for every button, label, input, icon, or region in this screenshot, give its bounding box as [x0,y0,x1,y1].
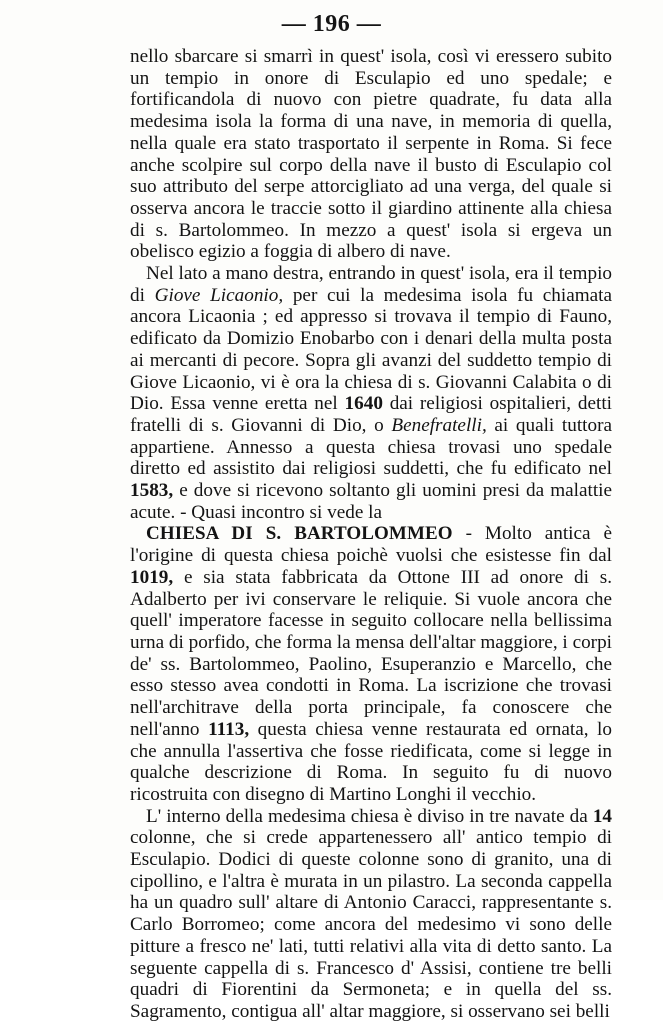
year-1583: 1583, [130,480,174,502]
p2-text-4: ai quali tuttora appartiene. Annesso a questa chiesa trovasi uno spedale diretto ed assistito dai religiosi suddetti, che fu edificato nel [130,414,612,480]
year-1019: 1019, [130,566,174,588]
paragraph-1 [130,46,612,263]
paragraph-1-text: nello sbarcare si smarrì in quest' isola, così vi eressero subito un tempio in onore di Esculapio ed uno spedale; e fortificandola di nuovo con pietre quadrate, fu data alla medesima isola la forma di una nave, in memoria di quella, nella quale era stato trasportato il serpente in Roma. Si fece anche scolpire sul corpo della nave il busto di Esculapio col suo attributo del serpe attorcigliato ad una verga, del quale si osserva ancora le traccie sotto il giardino attinente alla chiesa di s. Bartolommeo. In mezzo a quest' isola si ergeva un obelisco egizio a foggia di albero di nave. [130,46,612,263]
section-title-chiesa: CHIESA DI S. BARTOLOMMEO [146,523,453,545]
body-text [130,46,612,1023]
number-14: 14 [592,805,612,827]
p3-text-3: questa chiesa venne restaurata ed ornata, lo che annulla l'assertiva che fosse riedificata, come si legge in qualche descrizione di Roma. In seguito fu di nuovo ricostruita con disegno di Martino Longhi il vecchio. [130,718,612,805]
giove-licaonio-italic: Giove Licaonio, [154,284,284,306]
p2-text-5: e dove si ricevono soltanto gli uomini presi da malattie acute. - Quasi incontro si vede la [130,480,612,523]
benefratelli-italic: Benefratelli, [391,414,487,436]
p4-text-2: colonne, che si crede appartenessero all' antico tempio di Esculapio. Dodici di queste colonne sono di granito, una di cipollino, e l'altra è murata in un pilastro. La seconda cappella ha un quadro sull' altare di Antonio Caracci, rappresentante s. Carlo Borromeo; come ancora del medesimo vi sono delle pitture a fresco ne' lati, tutti relativi alla vita di detto santo. La seguente cappella di s. Francesco d' Assisi, contiene tre belli quadri di Fiorentini da Sermoneta; e in quella del ss. Sagramento, contigua all' altar maggiore, si osservano sei belli [130,827,612,1022]
p4-text-1: L' interno della medesima chiesa è diviso in tre navate da [146,805,593,827]
year-1113: 1113, [208,718,250,740]
p2-text-3: dai religiosi ospitalieri, detti fratelli di s. Giovanni di Dio, o [130,393,612,436]
p3-text-2: e sia stata fabbricata da Ottone III ad onore di s. Adalberto per ivi conservare le reliquie. Si vuole ancora che quell' imperatore facesse in seguito collocare nella bellissima urna di porfido, che forma la mensa dell'altar maggiore, i corpi de' ss. Bartolommeo, Paolino, Esuperanzio e Marcello, che esso stesso avea condotti in Roma. La iscrizione che trovasi nell'architrave della porta principale, fa conoscere che nell'anno [130,566,612,740]
page-number: — 196 — [281,11,382,37]
p2-text-1: Nel lato a mano destra, entrando in quest' isola, era il tempio di [130,263,612,306]
paragraph-4 [130,806,612,1023]
paragraph-3 [130,523,612,805]
p2-text-2: per cui la medesima isola fu chiamata ancora Licaonia ; ed appresso si trovava il tempio di Fauno, edificato da Domizio Enobarbo con i denari della multa posta ai mercanti di pecore. Sopra gli avanzi del suddetto tempio di Giove Licaonio, vi è ora la chiesa di s. Giovanni Calabita o di Dio. Essa venne eretta nel [130,284,613,415]
p3-text-1: - Molto antica è l'origine di questa chiesa poichè vuolsi che esistesse fin dal [130,523,613,567]
year-1640: 1640 [344,393,383,415]
paragraph-2 [130,263,612,523]
